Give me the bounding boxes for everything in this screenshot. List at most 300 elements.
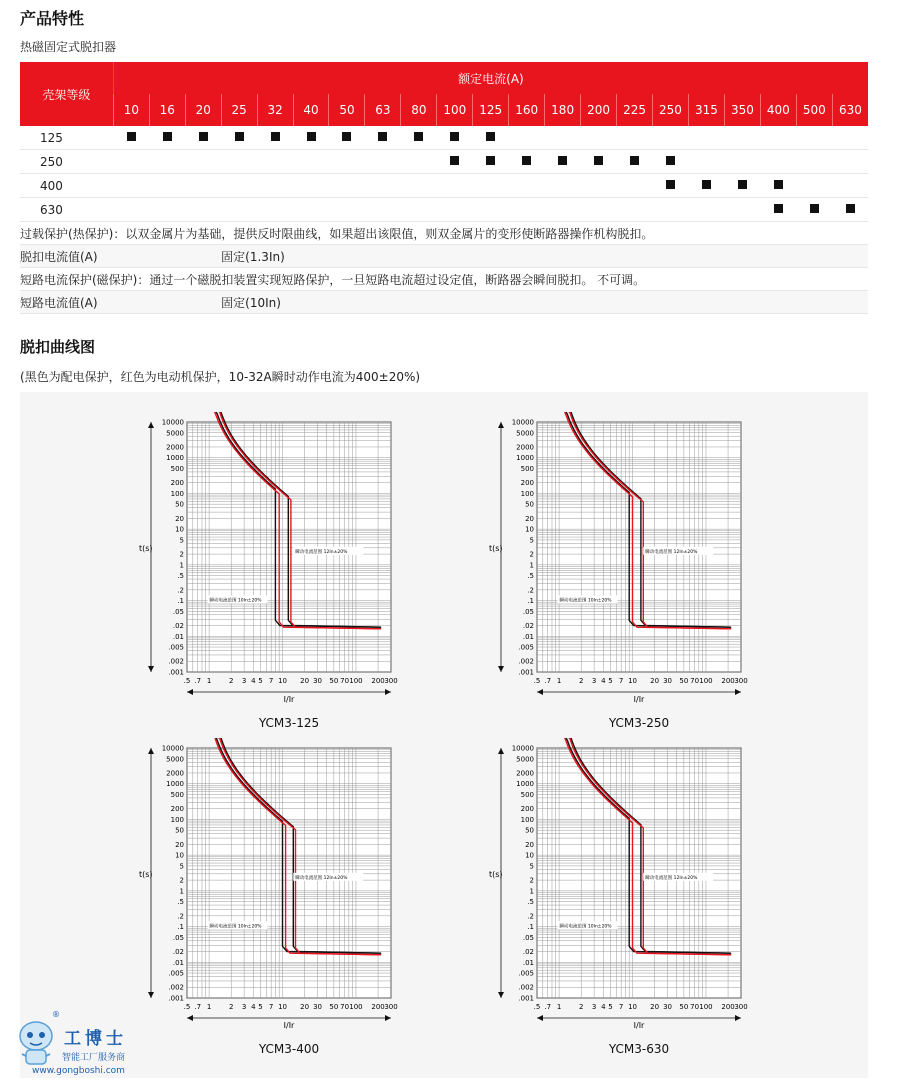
x-tick-label: 7 [618,1003,624,1011]
current-header-80: 80 [401,94,437,126]
x-tick-label: .5 [183,677,191,685]
available-mark-icon [486,132,495,141]
x-tick-label: 5 [258,677,263,685]
availability-cell [185,198,221,222]
availability-cell [688,198,724,222]
y-tick-label: .002 [518,657,534,666]
availability-cell [688,150,724,174]
x-tick-label: .7 [544,1003,552,1011]
x-tick-label: 10 [628,1003,637,1011]
current-header-400: 400 [760,94,796,126]
availability-cell [617,126,653,150]
availability-cell [796,126,832,150]
y-tick-label: 50 [525,826,534,835]
y-tick-label: .01 [522,632,534,641]
current-header-63: 63 [365,94,401,126]
band-low-label: 瞬动电流范围 10In±20% [209,924,262,930]
availability-cell [688,174,724,198]
available-mark-icon [558,156,567,165]
spec-note-value: 固定(10In) [221,291,868,314]
available-mark-icon [846,204,855,213]
x-tick-label: 30 [663,1003,673,1011]
y-tick-label: 20 [175,514,184,523]
availability-cell [509,126,545,150]
x-tick-label: 20 [650,1003,660,1011]
availability-cell [724,126,760,150]
spec-note-row [20,222,868,245]
availability-cell [257,198,293,222]
availability-cell [365,198,401,222]
available-mark-icon [594,156,603,165]
availability-cell [832,126,868,150]
y-tick-label: .02 [172,948,184,957]
spec-note-row [20,268,868,291]
y-tick-label: .2 [177,586,184,595]
y-tick-label: 10 [525,851,534,860]
x-tick-label: 300 [384,677,398,685]
availability-cell [545,150,581,174]
availability-cell [329,198,365,222]
model-label: YCM3-400 [258,1042,320,1056]
availability-cell [113,126,149,150]
availability-cell [473,126,509,150]
y-tick-label: 10 [525,525,534,534]
x-tick-label: 70 [690,1003,700,1011]
available-mark-icon [666,156,675,165]
available-mark-icon [450,132,459,141]
x-tick-label: 200 [371,1003,385,1011]
x-tick-label: 5 [608,677,613,685]
y-tick-label: .05 [172,607,184,616]
y-tick-label: .005 [518,643,534,652]
band-high-label: 瞬动电流范围 12In±20% [295,875,348,881]
availability-cell [149,126,185,150]
x-tick-label: 1 [556,677,562,685]
y-tick-label: 10 [175,525,184,534]
x-tick-label: 30 [313,677,323,685]
spec-note-row [20,245,868,268]
availability-cell [185,174,221,198]
x-tick-label: 100 [349,1003,363,1011]
frame-size: 400 [20,174,113,198]
y-tick-label: 5 [529,536,534,545]
y-tick-label: .02 [172,622,184,631]
x-tick-label: .7 [544,677,552,685]
x-axis-label: I/Ir [283,1021,295,1030]
availability-cell [401,150,437,174]
availability-cell [113,150,149,174]
x-tick-label: 3 [241,677,247,685]
availability-cell [365,174,401,198]
x-tick-label: 70 [690,677,700,685]
x-tick-label: 7 [618,677,624,685]
model-label: YCM3-125 [258,716,320,730]
y-tick-label: .2 [177,912,184,921]
x-tick-label: 4 [251,1003,256,1011]
current-header-250: 250 [653,94,689,126]
x-tick-label: 100 [349,677,363,685]
available-mark-icon [199,132,208,141]
y-tick-label: 50 [175,500,184,509]
frame-size: 250 [20,150,113,174]
spec-note-key: 短路电流值(A) [20,291,221,314]
x-tick-label: 3 [591,677,597,685]
subtitle: 热磁固定式脱扣器 [20,40,117,54]
availability-cell [401,198,437,222]
y-tick-label: .05 [172,933,184,942]
y-tick-label: 2 [529,876,534,885]
availability-cell [437,198,473,222]
availability-cell [545,174,581,198]
availability-cell [293,126,329,150]
availability-cell [724,198,760,222]
x-tick-label: 7 [268,677,274,685]
availability-cell [760,126,796,150]
availability-cell [221,174,257,198]
available-mark-icon [486,156,495,165]
x-tick-label: 10 [278,1003,287,1011]
x-tick-label: 10 [628,677,637,685]
y-tick-label: .1 [527,923,534,932]
x-tick-label: 50 [679,677,689,685]
availability-cell [724,150,760,174]
y-tick-label: .02 [522,622,534,631]
current-header-180: 180 [545,94,581,126]
availability-cell [760,150,796,174]
y-tick-label: .01 [172,632,184,641]
frame-size: 125 [20,126,113,150]
current-header-125: 125 [473,94,509,126]
y-tick-label: 2000 [516,443,534,452]
y-tick-label: .005 [168,643,184,652]
x-tick-label: 2 [578,677,584,685]
x-tick-label: 300 [734,677,748,685]
current-header-16: 16 [149,94,185,126]
availability-cell [796,174,832,198]
availability-cell [724,174,760,198]
y-tick-label: 10000 [161,418,184,427]
availability-cell [581,174,617,198]
current-header-40: 40 [293,94,329,126]
y-tick-label: 100 [520,489,534,498]
x-tick-label: 300 [384,1003,398,1011]
available-mark-icon [163,132,172,141]
x-tick-label: 30 [313,1003,323,1011]
y-tick-label: .01 [172,958,184,967]
x-tick-label: 100 [699,1003,713,1011]
availability-cell [760,198,796,222]
spec-note-text: 过载保护(热保护)：以双金属片为基础，提供反时限曲线，如果超出该限值，则双金属片的变形使断路器操作机构脱扣。 [20,222,868,245]
current-header-25: 25 [221,94,257,126]
y-tick-label: 5000 [516,755,534,764]
y-tick-label: .01 [522,958,534,967]
y-tick-label: 20 [175,840,184,849]
frame-row-400 [20,174,868,198]
availability-cell [365,126,401,150]
availability-cell [257,126,293,150]
availability-cell [329,174,365,198]
current-header-630: 630 [832,94,868,126]
y-tick-label: .2 [527,912,534,921]
x-axis-label: I/Ir [633,1021,645,1030]
frame-row-125 [20,126,868,150]
y-tick-label: 200 [520,805,534,814]
y-tick-label: 5000 [166,755,184,764]
availability-cell [221,198,257,222]
x-tick-label: .7 [194,1003,202,1011]
rated-header: 额定电流(A) [113,62,868,94]
y-tick-label: 5 [179,536,184,545]
x-tick-label: 4 [251,677,256,685]
availability-cell [653,198,689,222]
y-tick-label: .5 [527,572,534,581]
y-tick-label: 20 [525,840,534,849]
y-tick-label: .001 [168,994,184,1003]
availability-cell [473,174,509,198]
y-tick-label: 1000 [516,780,534,789]
y-tick-label: .1 [527,597,534,606]
availability-cell [113,198,149,222]
y-tick-label: 1 [529,561,534,570]
y-tick-label: 100 [170,815,184,824]
availability-cell [832,150,868,174]
x-tick-label: 20 [650,677,660,685]
y-tick-label: 2 [179,876,184,885]
availability-cell [653,150,689,174]
available-mark-icon [774,180,783,189]
curve-title: 脱扣曲线图 [20,338,96,356]
y-tick-label: .005 [168,969,184,978]
band-low-label: 瞬动电流范围 10In±20% [559,924,612,930]
x-tick-label: 200 [721,677,735,685]
x-tick-label: .5 [533,1003,541,1011]
availability-cell [401,126,437,150]
spec-note-text: 短路电流保护(磁保护)：通过一个磁脱扣装置实现短路保护，一旦短路电流超过设定值，断路器会瞬间脱扣。 不可调。 [20,268,868,291]
y-tick-label: 500 [520,790,534,799]
spec-note-row [20,291,868,314]
y-tick-label: 10000 [161,744,184,753]
availability-cell [832,198,868,222]
y-tick-label: 200 [520,479,534,488]
current-header-500: 500 [796,94,832,126]
section-title: 产品特性 [20,9,85,28]
x-tick-label: 5 [258,1003,263,1011]
availability-cell [293,174,329,198]
availability-cell [185,150,221,174]
current-header-315: 315 [688,94,724,126]
y-tick-label: 200 [170,479,184,488]
x-tick-label: 7 [268,1003,274,1011]
y-tick-label: .1 [177,923,184,932]
availability-cell [221,150,257,174]
availability-cell [149,198,185,222]
x-axis-label: I/Ir [283,695,295,704]
x-tick-label: 3 [241,1003,247,1011]
trip-curve-chart [485,412,755,712]
band-high-label: 瞬动电流范围 12In±20% [645,875,698,881]
y-tick-label: 2 [179,550,184,559]
x-tick-label: 70 [340,677,350,685]
y-tick-label: 1 [179,561,184,570]
availability-cell [796,150,832,174]
availability-cell [581,126,617,150]
current-header-32: 32 [257,94,293,126]
y-axis-label: t(s) [139,544,153,553]
x-tick-label: 70 [340,1003,350,1011]
x-tick-label: 2 [228,1003,234,1011]
y-tick-label: 5000 [516,429,534,438]
band-low-label: 瞬动电流范围 10In±20% [209,598,262,604]
availability-cell [653,126,689,150]
availability-cell [293,198,329,222]
current-header-100: 100 [437,94,473,126]
frame-row-630 [20,198,868,222]
availability-cell [688,126,724,150]
availability-cell [113,174,149,198]
y-tick-label: 50 [175,826,184,835]
current-header-225: 225 [617,94,653,126]
x-tick-label: 50 [679,1003,689,1011]
available-mark-icon [666,180,675,189]
available-mark-icon [235,132,244,141]
availability-cell [509,198,545,222]
current-header-10: 10 [113,94,149,126]
y-tick-label: 1000 [516,454,534,463]
y-tick-label: 2000 [166,769,184,778]
y-tick-label: 2000 [516,769,534,778]
y-tick-label: 2 [529,550,534,559]
availability-cell [653,174,689,198]
y-tick-label: .001 [518,994,534,1003]
available-mark-icon [738,180,747,189]
available-mark-icon [271,132,280,141]
frame-header: 壳架等级 [20,62,113,126]
registered-mark: ® [52,1010,60,1019]
x-tick-label: .7 [194,677,202,685]
band-low-label: 瞬动电流范围 10In±20% [559,598,612,604]
y-tick-label: .5 [527,898,534,907]
curve-caption: (黑色为配电保护，红色为电动机保护，10-32A瞬时动作电流为400±20%) [20,370,421,384]
availability-cell [149,150,185,174]
availability-cell [545,198,581,222]
availability-cell [581,150,617,174]
availability-cell [617,174,653,198]
y-tick-label: .2 [527,586,534,595]
availability-cell [221,126,257,150]
y-tick-label: .001 [168,668,184,677]
trip-curve-chart [135,738,405,1038]
x-tick-label: 1 [206,677,212,685]
band-high-label: 瞬动电流范围 12In±20% [295,549,348,555]
y-tick-label: 200 [170,805,184,814]
y-tick-label: 5000 [166,429,184,438]
current-header-160: 160 [509,94,545,126]
spec-note-value: 固定(1.3In) [221,245,868,268]
y-tick-label: .005 [518,969,534,978]
x-tick-label: 30 [663,677,673,685]
y-tick-label: 1 [529,887,534,896]
y-tick-label: 1 [179,887,184,896]
y-tick-label: 20 [525,514,534,523]
y-tick-label: 1000 [166,454,184,463]
x-tick-label: .5 [533,677,541,685]
model-label: YCM3-630 [608,1042,670,1056]
y-tick-label: 1000 [166,780,184,789]
availability-cell [257,174,293,198]
available-mark-icon [414,132,423,141]
availability-cell [257,150,293,174]
available-mark-icon [702,180,711,189]
available-mark-icon [450,156,459,165]
y-tick-label: 100 [520,815,534,824]
availability-cell [293,150,329,174]
y-axis-label: t(s) [489,544,503,553]
availability-cell [617,150,653,174]
logo [12,1010,162,1080]
x-tick-label: 4 [601,1003,606,1011]
x-tick-label: 100 [699,677,713,685]
availability-cell [437,150,473,174]
y-axis-label: t(s) [489,870,503,879]
y-tick-label: 500 [520,464,534,473]
x-axis-label: I/Ir [633,695,645,704]
availability-cell [796,198,832,222]
availability-cell [401,174,437,198]
y-tick-label: 5 [529,862,534,871]
x-tick-label: 1 [556,1003,562,1011]
y-tick-label: 50 [525,500,534,509]
x-tick-label: 20 [300,1003,310,1011]
availability-cell [509,174,545,198]
y-tick-label: .05 [522,607,534,616]
available-mark-icon [127,132,136,141]
x-tick-label: 1 [206,1003,212,1011]
trip-curve-chart [135,412,405,712]
y-tick-label: .5 [177,898,184,907]
available-mark-icon [342,132,351,141]
x-tick-label: 5 [608,1003,613,1011]
x-tick-label: 200 [721,1003,735,1011]
y-axis-label: t(s) [139,870,153,879]
spec-table [20,62,868,314]
x-tick-label: 50 [329,1003,339,1011]
y-tick-label: .5 [177,572,184,581]
band-high-label: 瞬动电流范围 12In±20% [645,549,698,555]
available-mark-icon [378,132,387,141]
frame-size: 630 [20,198,113,222]
logo-url: www.gongboshi.com [32,1066,125,1076]
y-tick-label: .002 [168,983,184,992]
availability-cell [832,174,868,198]
available-mark-icon [630,156,639,165]
y-tick-label: 500 [170,790,184,799]
availability-cell [545,126,581,150]
availability-cell [473,198,509,222]
trip-curve-chart [485,738,755,1038]
x-tick-label: 3 [591,1003,597,1011]
availability-cell [473,150,509,174]
y-tick-label: 5 [179,862,184,871]
y-tick-label: .1 [177,597,184,606]
availability-cell [329,126,365,150]
current-header-20: 20 [185,94,221,126]
availability-cell [617,198,653,222]
frame-row-250 [20,150,868,174]
current-header-350: 350 [724,94,760,126]
y-tick-label: .02 [522,948,534,957]
available-mark-icon [774,204,783,213]
x-tick-label: 2 [578,1003,584,1011]
